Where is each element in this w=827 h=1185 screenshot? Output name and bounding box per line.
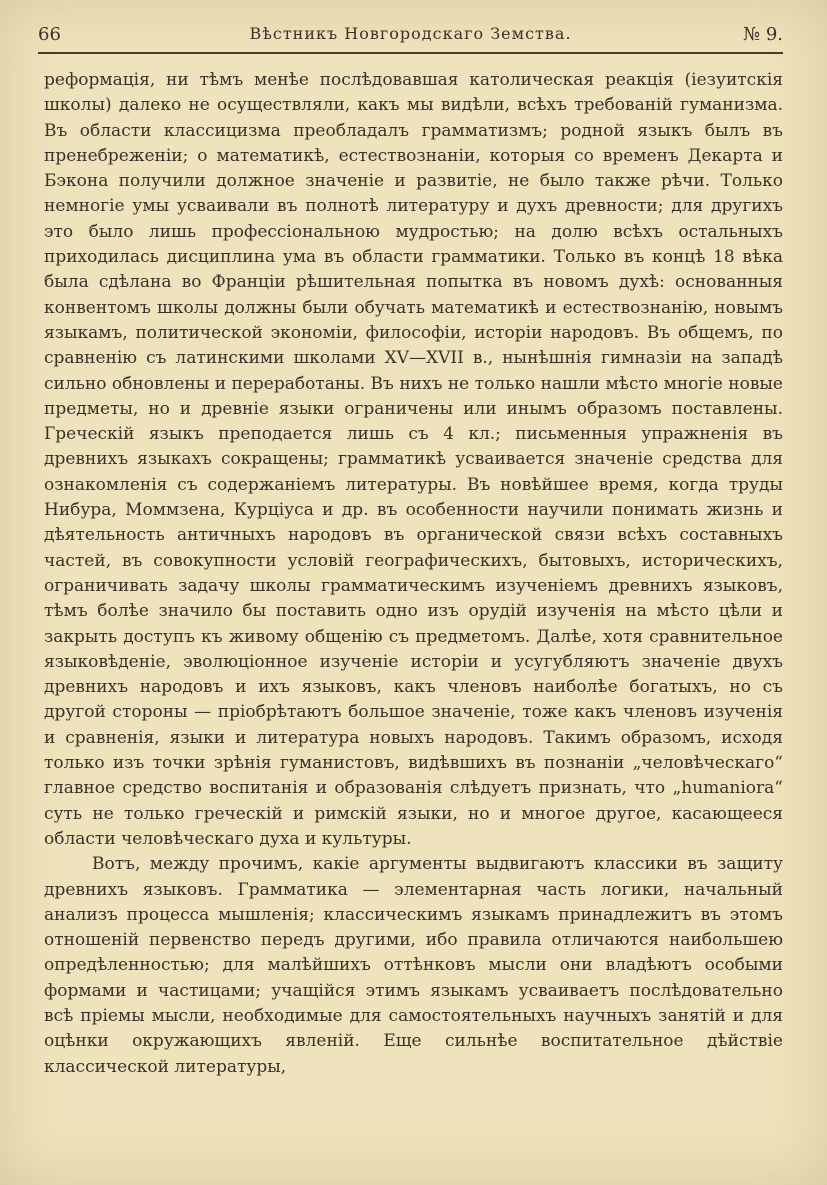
page-header [38,18,783,54]
journal-title: Вѣстникъ Новгородскаго Земства. [249,24,572,43]
page-number: 66 [38,24,61,45]
paragraph: Вотъ, между прочимъ, какіе аргументы выдвигаютъ классики въ защиту древнихъ языковъ. Грамматика — элементарная часть логики, начальный анализъ процесса мышленія; классическимъ языкамъ принадлежитъ въ этомъ отношеній первенство передъ другими, ибо правила отличаются наибольшею опредѣленностью; для малѣйшихъ оттѣнковъ мысли они владѣютъ особыми формами и частицами; учащійся этимъ языкамъ усваиваетъ послѣдовательно всѣ пріемы мысли, необходимые для самостоятельныхъ научныхъ занятій и для оцѣнки окружающихъ явленій. Еще сильнѣе воспитательное дѣйствіе классической литературы, [44,854,783,1077]
paragraph: реформація, ни тѣмъ менѣе послѣдовавшая католическая реакція (іезуитскія школы) далеко не осуществляли, какъ мы видѣли, всѣхъ требованій гуманизма. Въ области классицизма преобладалъ грамматизмъ; родной языкъ былъ въ пренебреженіи; о математикѣ, естествознаніи, которыя со временъ Декарта и Бэкона получили должное значеніе и развитіе, не было также рѣчи. Только немногіе умы усваивали въ полнотѣ литературу и духъ древности; для другихъ это было лишь профессіональною мудростью; на долю всѣхъ остальныхъ приходилась дисциплина ума въ области грамматики. Только въ концѣ 18 вѣка была сдѣлана во Франціи рѣшительная попытка въ новомъ духѣ: основанныя конвентомъ школы должны были обучать математикѣ и естествознанію, новымъ языкамъ, политической экономіи, философіи, исторіи народовъ. Въ общемъ, по сравненію съ латинскими школами XV—XVII в., нынѣшнія гимназіи на западѣ сильно обновлены и переработаны. Въ нихъ не только нашли мѣсто многіе новые предметы, но и древніе языки ограничены или инымъ образомъ поставлены. Греческій языкъ преподается лишь съ 4 кл.; письменныя упражненія въ древнихъ языкахъ сокращены; грамматикѣ усваивается значеніе средства для ознакомленія съ содержаніемъ литературы. Въ новѣйшее время, когда труды Нибура, Моммзена, Курціуса и др. въ особенности научили понимать жизнь и дѣятельность античныхъ народовъ въ органической связи всѣхъ составныхъ частей, въ совокупности условій географическихъ, бытовыхъ, историческихъ, ограничивать задачу школы грамматическимъ изученіемъ древнихъ языковъ, тѣмъ болѣе значило бы поставить одно изъ орудій изученія на мѣсто цѣли и закрыть доступъ къ живому общенію съ предметомъ. Далѣе, хотя сравнительное языковѣденіе, эволюціонное изученіе исторіи и усугубляютъ значеніе двухъ древнихъ народовъ и ихъ языковъ, какъ членовъ наиболѣе богатыхъ, но съ другой стороны — пріобрѣтаютъ большое значеніе, тоже какъ членовъ изученія и сравненія, языки и литература новыхъ народовъ. Такимъ образомъ, исходя только изъ точки зрѣнія гуманистовъ, видѣвшихъ въ познаніи „человѣческаго“ главное средство воспитанія и образованія слѣдуетъ признать, что „humaniora“ суть не только греческій и римскій языки, но и многое другое, касающееся области человѣческаго духа и культуры. [44,70,783,849]
issue-number: № 9. [743,24,783,45]
article-body [44,68,783,1080]
